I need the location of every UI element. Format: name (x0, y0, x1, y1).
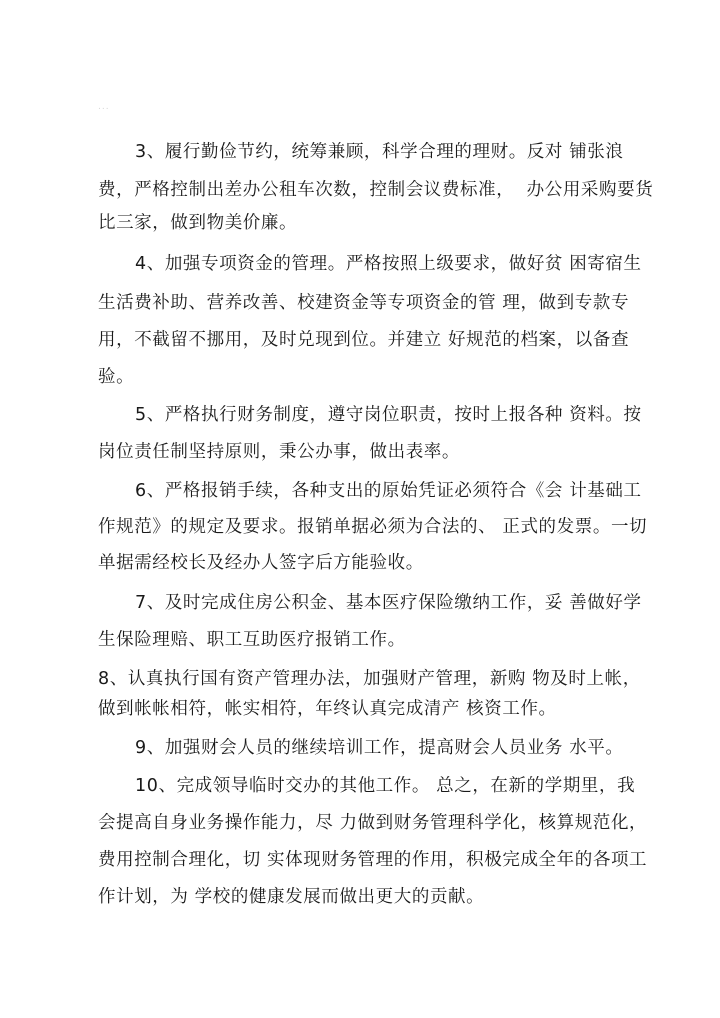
text-line: 作计划，为 学校的健康发展而做出更大的贡献。 (98, 887, 485, 907)
text-line: 用，不截留不挪用，及时兑现到位。并建立 好规范的档案，以备查 (98, 330, 630, 350)
text-line: 作规范》的规定及要求。报销单据必须为合法的、 正式的发票。一切 (98, 517, 648, 537)
text-line: 验。 (98, 367, 135, 387)
text-line: 岗位责任制坚持原则，秉公办事，做出表率。 (98, 442, 460, 462)
text-line: 9、加强财会人员的继续培训工作，提高财会人员业务 水平。 (135, 738, 624, 758)
text-line: 8、认真执行国有资产管理办法，加强财产管理，新购 物及时上帐， (98, 669, 641, 689)
text-line: 生活费补助、营养改善、校建资金等专项资金的管 理，做到专款专 (98, 293, 630, 313)
text-line: 6、严格报销手续，各种支出的原始凭证必须符合《会 计基础工 (135, 481, 642, 501)
text-line: 做到帐帐相符，帐实相符，年终认真完成清产 核资工作。 (98, 699, 557, 719)
text-line: 5、严格执行财务制度，遵守岗位职责，按时上报各种 资料。按 (135, 405, 642, 425)
text-line: 会提高自身业务操作能力，尽 力做到财务管理科学化，核算规范化， (98, 813, 648, 833)
text-line: 7、及时完成住房公积金、基本医疗保险缴纳工作，妥 善做好学 (135, 593, 642, 613)
text-line: 单据需经校长及经办人签字后方能验收。 (98, 553, 424, 573)
text-line: 费，严格控制出差办公租车次数，控制会议费标准， 办公用采购要货 (98, 180, 654, 200)
text-line: 4、加强专项资金的管理。严格按照上级要求，做好贫 困寄宿生 (135, 254, 642, 274)
text-line: 费用控制合理化，切 实体现财务管理的作用，积极完成全年的各项工 (98, 850, 648, 870)
text-line: 比三家，做到物美价廉。 (98, 213, 298, 233)
text-line: 3、履行勤俭节约，统筹兼顾，科学合理的理财。反对 铺张浪 (135, 142, 624, 162)
faint-header-mark: ... (98, 102, 110, 112)
text-line: 10、完成领导临时交办的其他工作。 总之，在新的学期里，我 (135, 776, 636, 796)
text-line: 生保险理赔、职工互助医疗报销工作。 (98, 630, 406, 650)
